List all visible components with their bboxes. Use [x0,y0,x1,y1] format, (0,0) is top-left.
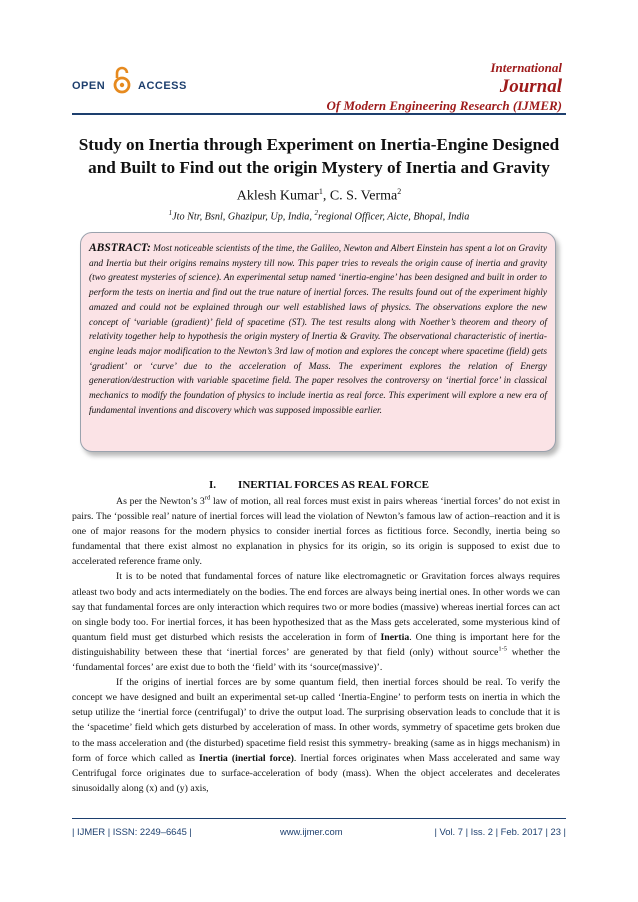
journal-name [327,60,562,114]
affil-2: regional Officer, Aicte, Bhopal, India [317,211,470,223]
footer-issue-page: | Vol. 7 | Iss. 2 | Feb. 2017 | 23 | [434,826,566,837]
journal-line-3: Of Modern Engineering Research (IJMER) [326,98,562,113]
paragraph-3 [72,675,560,796]
journal-line-1: International [490,60,562,75]
p2-text-c: whether the ‘fundamental forces’ are exist due to both the ‘field’ with its ‘source(massive)’. [72,646,561,674]
footer-website-link[interactable]: www.ijmer.com [280,826,343,837]
body-text [72,494,560,796]
abstract-text [89,241,547,418]
author-2: , C. S. Verma [322,188,398,204]
footer-journal-info: | IJMER | ISSN: 2249–6645 | [72,826,192,837]
author-1: Aklesh Kumar [236,188,319,204]
affiliations [60,209,578,222]
section-heading [60,479,578,491]
p3-text-a: If the origins of inertial forces are by some quantum field, then inertial forces should be real. To verify the concept we have designed and built an experimental set-up called ‘Inertia-Engine’ to perform tests on inertia in which the setup utilize the ‘inertial force (centrifugal)’ to drive the output load. The surprising observation leads to conclude that it is the ‘spacetime’ field which gets disturbed by acceleration of mass. In other words, symmetry of spacetime gets broken due to the mass acceleration and (the disturbed) spacetime field resist this symmetry- breaking (same as in higgs mechanism) in form of force which called as [72,677,560,764]
abstract-label: ABSTRACT: [89,242,151,254]
p1-sup: rd [204,494,211,502]
journal-line-2: Journal [499,76,562,97]
p2-text-b: . One thing is important here for the distinguishability between these that ‘inertial forces’ are generated by that field (only) without source [72,631,560,658]
p3-bold: Inertia (inertial force) [198,752,294,764]
p1-text-b: law of motion, all real forces must exist in pairs whereas ‘inertial forces’ do not exist in pairs. The ‘possible real’ nature of inertial forces will lead the violation of Newton’s famous law of action–reaction and it is one of major reasons for the modern physics to consider inertial forces as fictitious force. Secondly, inertia being so fundamental that there exist almost no explanation in physics for its origin, so its origin is supposed to exist due to accelerated reference frame only. [72,496,560,568]
open-lock-icon [112,66,132,94]
open-access-left-text: OPEN [72,80,106,92]
author-2-sup: 2 [397,187,402,196]
paragraph-2 [72,569,560,675]
title-line-1: Study on Inertia through Experiment on Inertia-Engine Designed [78,135,560,154]
authors [60,187,578,205]
footer-rule [72,818,566,819]
abstract-body: Most noticeable scientists of the time, the Galileo, Newton and Albert Einstein has spent a lot on Gravity and Inertia but their origins remains mystery till now. This paper tries to reveals the origin cause of inertia and gravity (two greatest mysteries of science). An experimental setup named ‘inertia-engine’ has been designed and built in order to perform the tests on inertia and find out the true nature of inertial forces. The results found out of the experiment highly amazed and could not be explained through our well established laws of physics. The observations explore the new concept of ‘variable (gradient)’ field of spacetime (ST). The test results along with Noether’s theorem and theory of relativity together help to hypothesis the origin mystery of Inertia & Gravity. The observational characteristic of inertia-engine leads major modification to the Newton’s 3rd law of motion and explores the concept where spacetime (field) gets ‘gradient’ or ‘curve’ due to the acceleration of Mass. The experiment explores the relation of Energy generation/destruction with variable spacetime field. The paper resolves the controversy on ‘inertial force’ in classical mechanics to modify the foundation of physics to include inertia as real force. This experiment will explore a new era of fundamental inventions and discovery which was supposed impossible earlier. [89,244,548,416]
open-access-logo [72,66,192,96]
title-line-2: and Built to Find out the origin Mystery of Inertia and Gravity [88,158,550,177]
abstract-box [80,232,556,452]
affil-sup-2: 2 [314,209,318,217]
paper-title [60,133,578,179]
section-number: I. [209,479,217,491]
p3-text-b: . Inertial forces originates when Mass accelerated and same way Centrifugal force originates due to surface-acceleration of body (mass). When the object accelerates and decelerates sinusoidally along (x) and (y) axis, [72,752,560,794]
p2-sup: 1-5 [498,645,508,653]
affil-1: Jto Ntr, Bsnl, Ghazipur, Up, India, [172,211,315,223]
p2-bold: Inertia [380,631,410,643]
paragraph-1 [72,494,560,569]
p2-text-a: It is to be noted that fundamental forces of nature like electromagnetic or Gravitation forces always requires atleast two body and acts intermediately on the bodies. The end forces are always being inertial ones. In other words we can say that fundamental forces are only interaction which requires two or more bodies (massive) whereas inertial forces can act on single body too. For inertial forces, it has been hypothesized that as the Mass gets accelerated, some mysterious kind of quantum field must get disturbed which resists the acceleration in form of [72,571,560,643]
affil-sup-1: 1 [168,209,173,217]
section-title: INERTIAL FORCES AS REAL FORCE [238,479,429,491]
p1-text-a: As per the Newton’s 3 [116,496,205,507]
author-1-sup: 1 [318,187,323,196]
open-access-right-text: ACCESS [138,80,187,92]
header-rule [72,113,566,115]
footer [72,826,566,840]
